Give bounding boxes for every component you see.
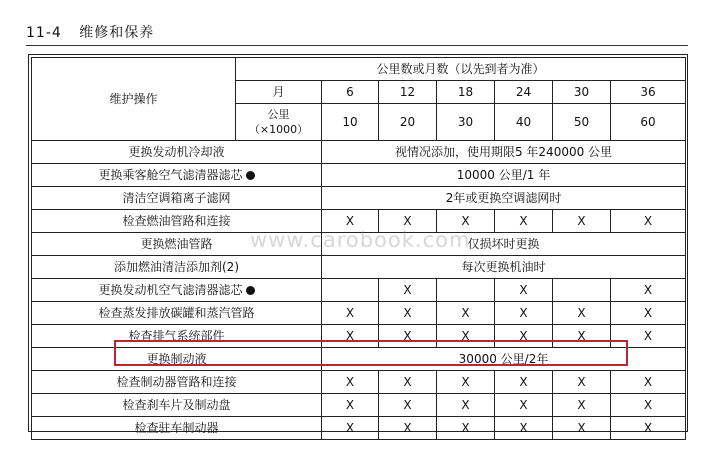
check-cell: X bbox=[611, 417, 686, 440]
table-row bbox=[32, 279, 686, 302]
row-label bbox=[32, 394, 322, 417]
check-cell: X bbox=[437, 417, 495, 440]
interval-span-cell: 视情况添加，使用期限5 年240000 公里 bbox=[322, 141, 686, 164]
row-label bbox=[32, 302, 322, 325]
check-cell: X bbox=[553, 394, 611, 417]
interval-span-cell: 2年或更换空调滤网时 bbox=[322, 187, 686, 210]
month-cell: 12 bbox=[379, 81, 437, 104]
km-cell: 20 bbox=[379, 104, 437, 141]
check-cell: X bbox=[437, 210, 495, 233]
watermark: www.carobook.com bbox=[250, 228, 471, 252]
row-label-text: 检查排气系统部件 bbox=[128, 329, 225, 343]
check-cell: X bbox=[379, 417, 437, 440]
interval-span-cell: 仅损坏时更换 bbox=[322, 233, 686, 256]
row-label bbox=[32, 348, 322, 371]
month-cell: 36 bbox=[611, 81, 686, 104]
check-cell: X bbox=[495, 210, 553, 233]
row-label bbox=[32, 141, 322, 164]
row-label-text: 添加燃油清洁添加剂(2) bbox=[114, 260, 239, 274]
table-row bbox=[32, 187, 686, 210]
check-cell bbox=[437, 279, 495, 302]
check-cell: X bbox=[495, 371, 553, 394]
row-label-text: 清洁空调箱离子滤网 bbox=[122, 191, 231, 205]
section-title: 维修和保养 bbox=[79, 25, 155, 41]
check-cell: X bbox=[437, 371, 495, 394]
check-cell: X bbox=[553, 371, 611, 394]
check-cell: X bbox=[379, 371, 437, 394]
table-row bbox=[32, 141, 686, 164]
check-cell: X bbox=[322, 371, 379, 394]
check-cell: X bbox=[611, 210, 686, 233]
month-label: 月 bbox=[236, 81, 322, 104]
row-label-text: 更换制动液 bbox=[146, 352, 207, 366]
check-cell: X bbox=[611, 394, 686, 417]
row-label-text: 更换发动机冷却液 bbox=[128, 145, 225, 159]
row-label bbox=[32, 325, 322, 348]
check-cell: X bbox=[322, 417, 379, 440]
row-label bbox=[32, 279, 322, 302]
row-label-text: 检查燃油管路和连接 bbox=[122, 214, 231, 228]
maintenance-table bbox=[31, 57, 686, 440]
table-row bbox=[32, 210, 686, 233]
check-cell: X bbox=[379, 325, 437, 348]
header-rule bbox=[26, 45, 688, 46]
row-label-text: 更换发动机空气滤清器滤芯 bbox=[98, 283, 243, 297]
check-cell: X bbox=[495, 279, 553, 302]
check-cell: X bbox=[322, 210, 379, 233]
check-cell: X bbox=[553, 417, 611, 440]
row-label bbox=[32, 417, 322, 440]
km-label-line1: 公里 bbox=[267, 108, 290, 121]
km-cell: 10 bbox=[322, 104, 379, 141]
interval-span-cell: 30000 公里/2年 bbox=[322, 348, 686, 371]
check-cell: X bbox=[611, 371, 686, 394]
check-cell: X bbox=[495, 394, 553, 417]
row-label-text: 检查制动器管路和连接 bbox=[116, 375, 237, 389]
table-row bbox=[32, 417, 686, 440]
check-cell: X bbox=[611, 279, 686, 302]
row-label bbox=[32, 187, 322, 210]
check-cell: X bbox=[437, 302, 495, 325]
check-cell bbox=[322, 279, 379, 302]
km-cell: 50 bbox=[553, 104, 611, 141]
check-cell: X bbox=[322, 302, 379, 325]
table-row bbox=[32, 325, 686, 348]
month-cell: 30 bbox=[553, 81, 611, 104]
row-label bbox=[32, 210, 322, 233]
month-cell: 18 bbox=[437, 81, 495, 104]
check-cell: X bbox=[437, 394, 495, 417]
table-row bbox=[32, 256, 686, 279]
check-cell: X bbox=[379, 279, 437, 302]
interval-span-cell: 每次更换机油时 bbox=[322, 256, 686, 279]
table-row bbox=[32, 233, 686, 256]
bullet-icon bbox=[246, 171, 255, 180]
operation-header: 维护操作 bbox=[32, 58, 236, 141]
row-label bbox=[32, 256, 322, 279]
table-row bbox=[32, 371, 686, 394]
section-number: 11-4 bbox=[26, 25, 62, 41]
check-cell: X bbox=[379, 394, 437, 417]
check-cell: X bbox=[611, 325, 686, 348]
interval-header: 公里数或月数（以先到者为准） bbox=[236, 58, 686, 81]
check-cell: X bbox=[553, 325, 611, 348]
check-cell: X bbox=[379, 302, 437, 325]
check-cell: X bbox=[553, 210, 611, 233]
km-label-line2: （×1000） bbox=[248, 123, 309, 136]
km-cell: 30 bbox=[437, 104, 495, 141]
check-cell: X bbox=[495, 325, 553, 348]
table-row bbox=[32, 164, 686, 187]
km-cell: 60 bbox=[611, 104, 686, 141]
row-label-text: 更换燃油管路 bbox=[140, 237, 213, 251]
section-header bbox=[26, 22, 154, 42]
check-cell: X bbox=[437, 325, 495, 348]
km-label bbox=[236, 104, 322, 141]
month-cell: 24 bbox=[495, 81, 553, 104]
check-cell: X bbox=[495, 417, 553, 440]
row-label bbox=[32, 371, 322, 394]
check-cell: X bbox=[322, 394, 379, 417]
check-cell: X bbox=[495, 302, 553, 325]
check-cell: X bbox=[611, 302, 686, 325]
row-label-text: 更换乘客舱空气滤清器滤芯 bbox=[98, 168, 243, 182]
interval-span-cell: 10000 公里/1 年 bbox=[322, 164, 686, 187]
bullet-icon bbox=[246, 286, 255, 295]
row-label-text: 检查刹车片及制动盘 bbox=[122, 398, 231, 412]
check-cell: X bbox=[553, 302, 611, 325]
month-cell: 6 bbox=[322, 81, 379, 104]
check-cell: X bbox=[379, 210, 437, 233]
check-cell bbox=[553, 279, 611, 302]
row-label-text: 检查驻车制动器 bbox=[134, 421, 219, 435]
row-label bbox=[32, 164, 322, 187]
table-row bbox=[32, 394, 686, 417]
check-cell: X bbox=[322, 325, 379, 348]
table-row bbox=[32, 302, 686, 325]
km-cell: 40 bbox=[495, 104, 553, 141]
table-row bbox=[32, 348, 686, 371]
row-label-text: 检查蒸发排放碳罐和蒸汽管路 bbox=[98, 306, 255, 320]
row-label bbox=[32, 233, 322, 256]
